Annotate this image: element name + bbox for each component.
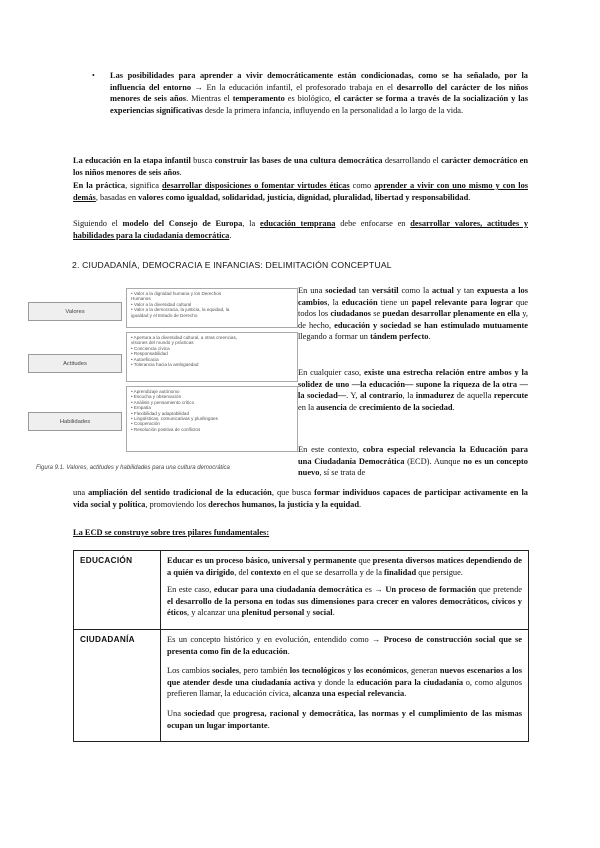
- practica-paragraph: En la práctica, significa desarrollar disposiciones o fomentar virtudes éticas como aprender a vivir con uno mismo y con los demás, basadas en valores como igualdad, solidaridad, justicia, dignidad, pluralidad, libertad y responsabilidad.: [73, 181, 529, 202]
- figure-item: • Apertura a la diversidad cultural, a otras creencias,: [131, 335, 238, 340]
- figure-item: igualdad y el Estado de Derecho: [131, 312, 198, 318]
- figure-item: • Resolución positiva de conflictos: [131, 426, 201, 432]
- ciudadania-p1: Es un concepto histórico y en evolución, entendido como → Proceso de construcción social que se presenta como fin de la educación.: [167, 634, 523, 656]
- bullet-marker: •: [92, 71, 95, 80]
- values-figure: [28, 282, 290, 452]
- figure-box-actitudes: [126, 332, 298, 382]
- figure-item: • Valor a la democracia, la justicia, la equidad, la: [131, 307, 230, 313]
- figure-item: • Responsabilidad: [131, 351, 168, 357]
- figure-item: • Lingüísticas, comunicativas y plurilingües: [131, 416, 218, 422]
- educacion-p2: En este caso, educar para una ciudadanía democrática es → Un proceso de formación que pretende el desarrollo de la persona en todas sus dimensiones para crecer en valores democráticos, cívicos y éticos, y alcanzar una plenitud personal y social.: [167, 585, 522, 618]
- ecd-intro: La ECD se construye sobre tres pilares fundamentales:: [73, 528, 270, 537]
- side-paragraph-3: En este contexto, cobra especial relevancia la Educación para una Ciudadanía Democrática (ECD). Aunque no es un concepto nuevo, sí se trata de: [298, 445, 528, 478]
- figure-item: • Valor a la diversidad cultural: [131, 301, 192, 307]
- figure-item: Humanos: [131, 296, 151, 302]
- ecd-continuation-paragraph: una ampliación del sentido tradicional de la educación, que busca formar individuos capaces de participar activamente en la vida social y política, promoviendo los derechos humanos, la justicia y la equidad.: [73, 488, 528, 509]
- educacion-p1: Educar es un proceso básico, universal y permanente que presenta diversos matices dependiendo de a quién va dirigido, del contexto en el que se desarrolla y de la finalidad que persigue.: [167, 556, 523, 577]
- ciudadania-p2: Los cambios sociales, pero también los tecnológicos y los económicos, generan nuevos escenarios a los que atender desde una ciudadanía activa y donde la educación para la ciudadanía o, como algunos prefieren llamar, la educación cívica, alcanza una especial relevancia.: [167, 666, 522, 699]
- table-row: [74, 551, 529, 630]
- figure-item: visiones del mundo y prácticas: [131, 340, 194, 346]
- table-row: [74, 629, 529, 741]
- section-heading: 2. CIUDADANÍA, DEMOCRACIA E INFANCIAS: DELIMITACIÓN CONCEPTUAL: [72, 260, 392, 270]
- side-paragraph-2: En cualquier caso, existe una estrecha relación entre ambos y la solidez de uno —la educación— supone la riqueza de la otra —la sociedad—. Y, al contrario, la inmadurez de aquella repercute en la ausencia de crecimiento de la sociedad.: [298, 368, 529, 412]
- table-key-educacion: EDUCACIÓN: [74, 551, 161, 630]
- ciudadania-p3: Una sociedad que progresa, racional y democrática, las normas y el cumplimiento de las mismas ocupan un lugar importante.: [167, 708, 523, 730]
- figure-box-habilidades: [126, 386, 298, 452]
- figure-label-valores: Valores: [28, 302, 122, 321]
- figure-item: • Valor a la dignidad humana y los Derechos: [131, 291, 222, 296]
- etapa-infantil-paragraph: La educación en la etapa infantil busca construir las bases de una cultura democrática desarrollando el carácter democrático en los niños menores de seis años.: [73, 156, 528, 177]
- table-value-ciudadania: [161, 629, 529, 741]
- figure-item: • Escucha y observación: [131, 394, 182, 400]
- figure-item: • Aprendizaje autónomo: [131, 389, 180, 394]
- figure-item: • Análisis y pensamiento crítico: [131, 399, 195, 405]
- table-value-educacion: [161, 551, 529, 630]
- side-paragraph-1: En una sociedad tan versátil como la actual y tan expuesta a los cambios, la educación tiene un papel relevante para lograr que todos los ciudadanos se puedan desarrollar plenamente en ella y, de hecho, educación y sociedad se han estimulado mutuamente llegando a formar un tándem perfecto.: [298, 286, 529, 342]
- figure-item: • Conciencia cívica: [131, 345, 170, 351]
- ecd-pillars-table: [73, 550, 529, 742]
- figure-label-actitudes: Actitudes: [28, 354, 122, 373]
- figure-item: • Cooperación: [131, 421, 160, 427]
- figure-item: • Empatía: [131, 405, 151, 411]
- figure-caption: Figura 9.1. Valores, actitudes y habilidades para una cultura democrática: [36, 465, 230, 471]
- consejo-europa-paragraph: Siguiendo el modelo del Consejo de Europa, la educación temprana debe enfocarse en desarrollar valores, actitudes y habilidades para la ciudadanía democrática.: [73, 219, 529, 240]
- intro-bullet-paragraph: Las posibilidades para aprender a vivir democráticamente están condicionadas, como se ha señalado, por la influencia del entorno → En la educación infantil, el profesorado trabaja en el desarrollo del carácter de los niños menores de seis años. Mientras el temperamento es biológico, el carácter se forma a través de la socialización y las experiencias significativas desde la primera infancia, influyendo en la personalidad a lo largo de la vida.: [110, 71, 529, 115]
- figure-label-habilidades: Habilidades: [28, 412, 122, 431]
- figure-box-valores: [126, 288, 298, 328]
- table-key-ciudadania: CIUDADANÍA: [74, 629, 161, 741]
- figure-item: • Tolerancia hacia la ambigüedad: [131, 362, 199, 368]
- figure-item: • Autoeficacia: [131, 356, 159, 362]
- figure-item: • Flexibilidad y adaptabilidad: [131, 410, 190, 416]
